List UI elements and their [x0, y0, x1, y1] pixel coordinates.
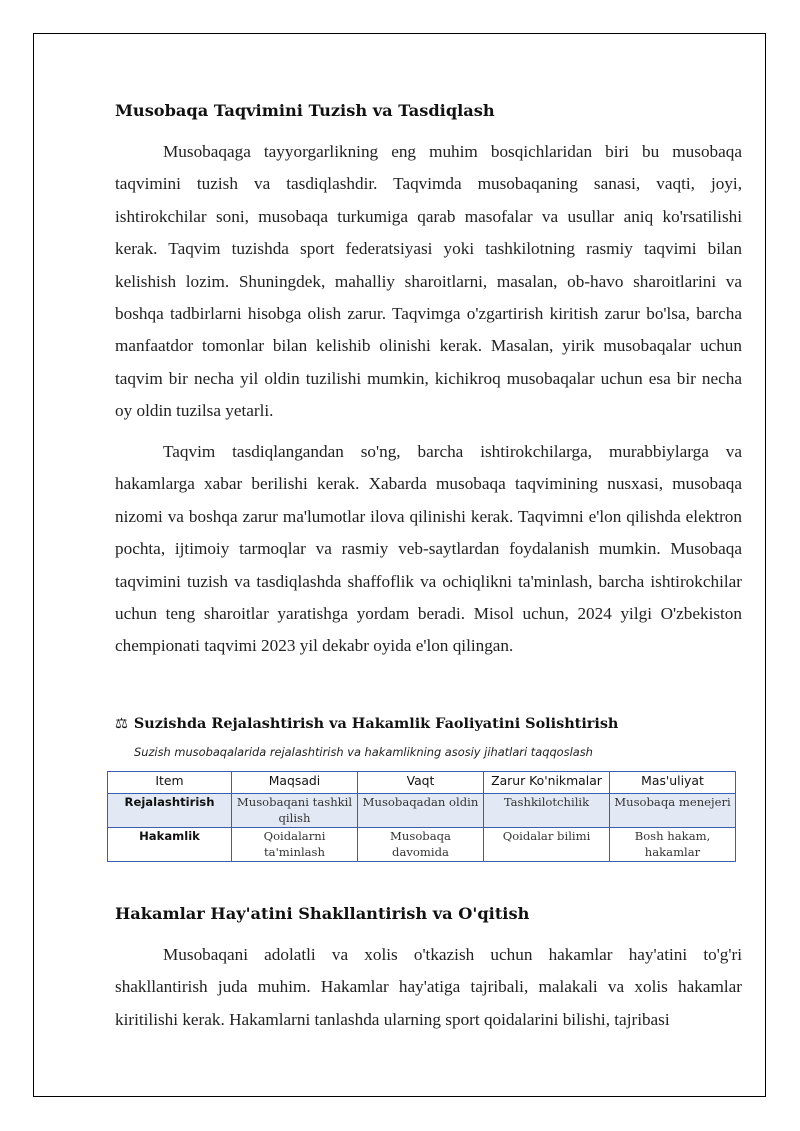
paragraph: Taqvim tasdiqlangandan so'ng, barcha ishtirokchilarga, murabbiylarga va hakamlarga xabar berilishi kerak. Xabarda musobaqa taqvimining nusxasi, musobaqa nizomi va boshqa zarur ma'lumotlar ilova qilinishi kerak. Taqvimni e'lon qilishda elektron pochta, ijtimoiy tarmoqlar va rasmiy veb-saytlardan foydalanish mumkin. Musobaqa taqvimini tuzish va tasdiqlashda shaffoflik va ochiqlikni ta'minlash, barcha ishtirokchilar uchun teng sharoitlar yaratishga yordam beradi. Misol uchun, 2024 yilgi O'zbekiston chempionati taqvimi 2023 yil dekabr oyida e'lon qilingan. [115, 442, 742, 656]
table-cell: Qoidalarni ta'minlash [232, 828, 358, 862]
column-header: Mas'uliyat [610, 772, 736, 794]
table-cell: Tashkilotchilik [484, 794, 610, 828]
column-header: Vaqt [358, 772, 484, 794]
paragraph: Musobaqani adolatli va xolis o'tkazish uchun hakamlar hay'atini to'g'ri shakllantirish juda muhim. Hakamlar hay'atiga tajribali, malakali va xolis hakamlar kiritilishi kerak. Hakamlarni tanlashda ularning sport qoidalarini bilishi, tajribasi [115, 945, 742, 1029]
column-header: Zarur Ko'nikmalar [484, 772, 610, 794]
table-cell: Hakamlik [108, 828, 232, 862]
table-cell: Musobaqa menejeri [610, 794, 736, 828]
comparison-table [107, 771, 736, 862]
table-cell: Rejalashtirish [108, 794, 232, 828]
table-cell: Bosh hakam, hakamlar [610, 828, 736, 862]
table-title [115, 715, 618, 732]
column-header: Maqsadi [232, 772, 358, 794]
table-row [108, 828, 736, 862]
table-cell: Qoidalar bilimi [484, 828, 610, 862]
table-cell: Musobaqadan oldin [358, 794, 484, 828]
table-title-text: Suzishda Rejalashtirish va Hakamlik Faoliyatini Solishtirish [133, 715, 619, 732]
column-header: Item [108, 772, 232, 794]
table-cell: Musobaqani tashkil qilish [232, 794, 358, 828]
table-cell: Musobaqa davomida [358, 828, 484, 862]
table-subtitle: Suzish musobaqalarida rejalashtirish va hakamlikning asosiy jihatlari taqqoslash [134, 745, 593, 759]
section-heading: Hakamlar Hay'atini Shakllantirish va O'qitish [115, 904, 530, 923]
table-row [108, 794, 736, 828]
paragraph: Musobaqaga tayyorgarlikning eng muhim bosqichlaridan biri bu musobaqa taqvimini tuzish va tasdiqlashdir. Taqvimda musobaqaning sanasi, vaqti, joyi, ishtirokchilar soni, musobaqa turkumiga qarab masofalar va usullar aniq ko'rsatilishi kerak. Taqvim tuzishda sport federatsiyasi yoki tashkilotning rasmiy taqvimi bilan kelishish lozim. Shuningdek, mahalliy sharoitlarni, masalan, ob-havo sharoitlarini va boshqa tadbirlarni hisobga olish zarur. Taqvimga o'zgartirish kiritish zarur bo'lsa, barcha manfaatdor tomonlar bilan kelishib olinishi kerak. Masalan, yirik musobaqalar uchun taqvim bir necha yil oldin tuzilishi mumkin, kichikroq musobaqalar uchun esa bir necha oy oldin tuzilsa yetarli. [115, 142, 742, 421]
section-heading: Musobaqa Taqvimini Tuzish va Tasdiqlash [115, 101, 495, 120]
table-header-row [108, 772, 736, 794]
scales-icon: ⚖ [115, 716, 128, 732]
